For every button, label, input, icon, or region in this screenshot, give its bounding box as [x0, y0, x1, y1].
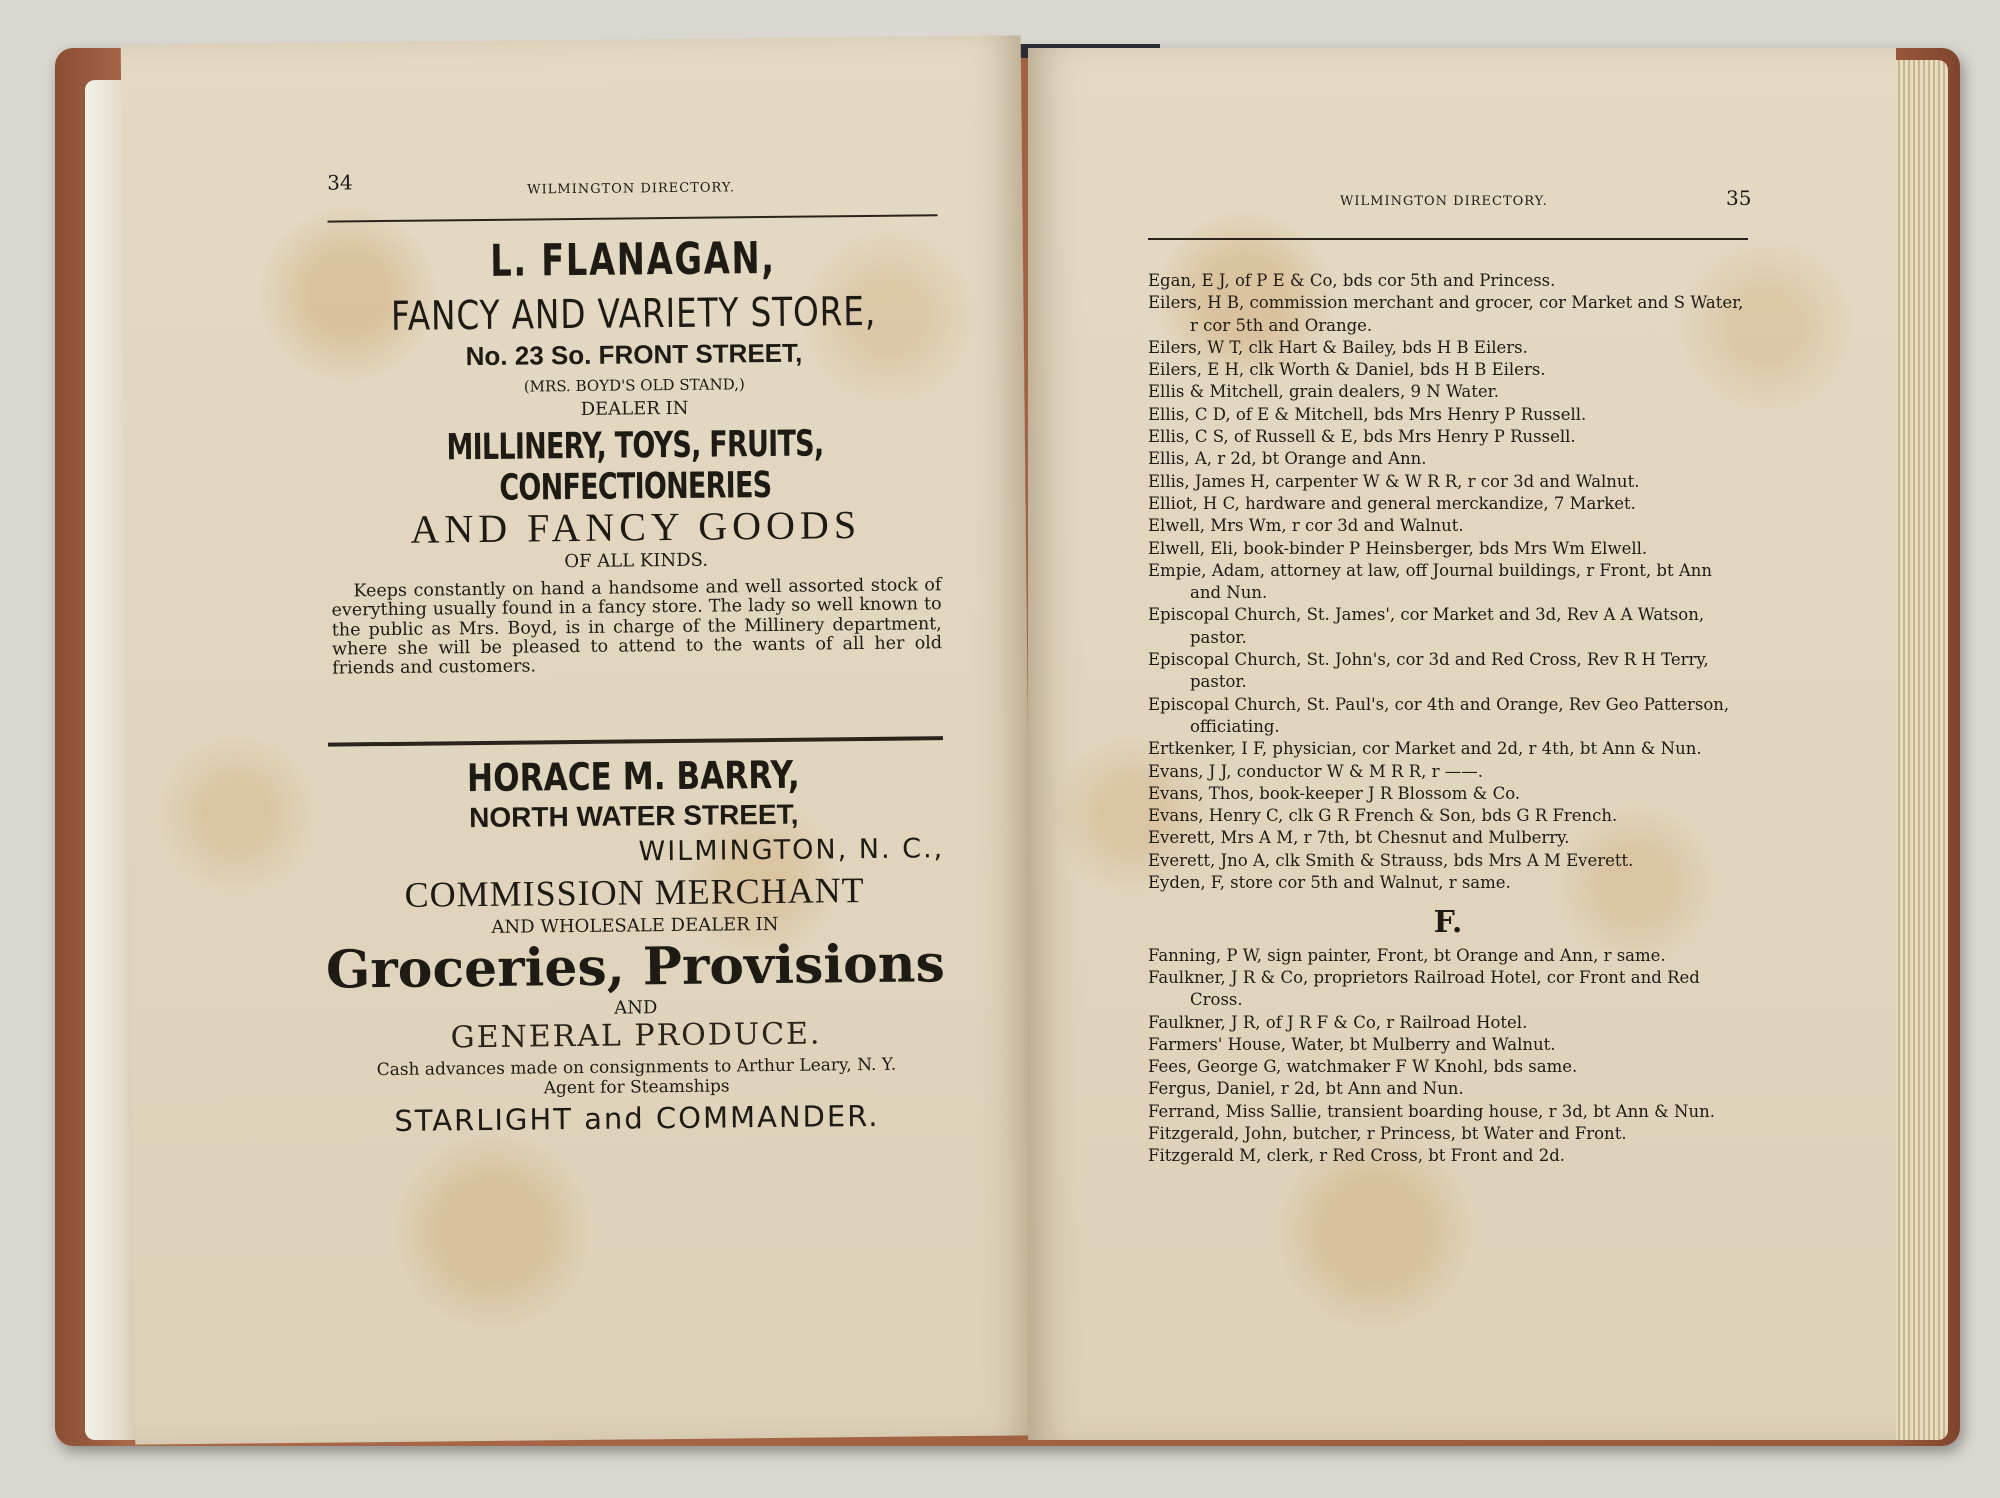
ad-flanagan-address: No. 23 So. FRONT STREET,: [465, 337, 803, 372]
list-item: Everett, Jno A, clk Smith & Strauss, bds Mrs A M Everett.: [1148, 850, 1634, 870]
list-item: Farmers' House, Water, bt Mulberry and Walnut.: [1148, 1034, 1556, 1054]
list-item: Ellis, C D, of E & Mitchell, bds Mrs Henry P Russell.: [1148, 404, 1587, 424]
ad-barry-steamships: STARLIGHT and COMMANDER.: [394, 1098, 880, 1138]
entries-e: [1148, 270, 1748, 894]
list-item: Evans, Thos, book-keeper J R Blossom & Co.: [1148, 783, 1521, 803]
list-item: Eyden, F, store cor 5th and Walnut, r same.: [1148, 873, 1511, 893]
entries-f: [1148, 945, 1748, 1168]
section-heading-f: F.: [1433, 905, 1463, 941]
ad-barry-groceries: Groceries, Provisions: [325, 933, 946, 1001]
ad-flanagan-old-stand: (MRS. BOYD'S OLD STAND,): [523, 375, 745, 396]
right-page: [1028, 48, 1896, 1440]
list-item: Fanning, P W, sign painter, Front, bt Orange and Ann, r same.: [1148, 945, 1666, 965]
page-edges-right: [1890, 60, 1948, 1440]
list-item: Fitzgerald, John, butcher, r Princess, bt Water and Front.: [1148, 1123, 1627, 1143]
ad-barry-street: NORTH WATER STREET,: [469, 798, 799, 834]
list-item: Everett, Mrs A M, r 7th, bt Chesnut and Mulberry.: [1148, 828, 1570, 848]
list-item: Eilers, H B, commission merchant and grocer, cor Market and S Water, r cor 5th and Orange.: [1148, 293, 1744, 335]
list-item: Episcopal Church, St. John's, cor 3d and Red Cross, Rev R H Terry, pastor.: [1148, 650, 1709, 692]
ad-barry: [323, 751, 947, 1138]
ad-barry-cash: Cash advances made on consignments to Arthur Leary, N. Y.: [376, 1054, 897, 1081]
list-item: Elwell, Eli, book-binder P Heinsberger, bds Mrs Wm Elwell.: [1148, 538, 1648, 558]
list-item: Elwell, Mrs Wm, r cor 3d and Walnut.: [1148, 516, 1464, 536]
list-item: Faulkner, J R & Co, proprietors Railroad Hotel, cor Front and Red Cross.: [1148, 967, 1700, 1010]
ad-flanagan-store: FANCY AND VARIETY STORE,: [390, 288, 877, 340]
directory-entries: [1148, 270, 1748, 1168]
list-item: Ferrand, Miss Sallie, transient boarding house, r 3d, bt Ann & Nun.: [1148, 1101, 1715, 1121]
ad-barry-commission: COMMISSION MERCHANT: [404, 870, 865, 915]
list-item: Evans, J J, conductor W & M R R, r ——.: [1148, 761, 1483, 781]
header-rule: [328, 214, 938, 222]
ad-divider-rule: [328, 736, 943, 746]
list-item: Faulkner, J R, of J R F & Co, r Railroad Hotel.: [1148, 1012, 1528, 1032]
ad-flanagan-goods: MILLINERY, TOYS, FRUITS, CONFECTIONERIES: [446, 423, 824, 509]
page-number: 34: [327, 170, 353, 195]
page-number: 35: [1726, 186, 1752, 210]
ad-barry-produce: GENERAL PRODUCE.: [450, 1016, 822, 1056]
running-head: WILMINGTON DIRECTORY.: [527, 180, 736, 198]
ad-barry-wholesale: AND WHOLESALE DEALER IN: [491, 913, 779, 938]
list-item: Eilers, E H, clk Worth & Daniel, bds H B Eilers.: [1148, 360, 1546, 380]
ad-flanagan-name: L. FLANAGAN,: [489, 232, 777, 287]
ad-flanagan-dealer: DEALER IN: [580, 397, 689, 420]
list-item: Elliot, H C, hardware and general merckandize, 7 Market.: [1148, 493, 1636, 513]
list-item: Empie, Adam, attorney at law, off Journal buildings, r Front, bt Ann and Nun.: [1148, 560, 1713, 603]
ad-flanagan-description: Keeps constantly on hand a handsome and well assorted stock of everything usually found in a fancy store. The lady so well known to the public as Mrs. Boyd, is in charge of the Millinery department, where she will be pleased to attend to the wants of all her old friends and customers.: [331, 575, 943, 679]
list-item: Egan, E J, of P E & Co, bds cor 5th and Princess.: [1148, 271, 1556, 290]
ad-barry-city: WILMINGTON, N. C.,: [638, 833, 945, 868]
list-item: Fergus, Daniel, r 2d, bt Ann and Nun.: [1148, 1079, 1464, 1099]
ad-barry-name: HORACE M. BARRY,: [466, 752, 800, 801]
list-item: Fees, George G, watchmaker F W Knohl, bds same.: [1148, 1057, 1578, 1077]
list-item: Evans, Henry C, clk G R French & Son, bds G R French.: [1148, 806, 1618, 826]
ad-flanagan: [328, 231, 943, 679]
list-item: Episcopal Church, St. James', cor Market and 3d, Rev A A Watson, pastor.: [1148, 605, 1705, 647]
ad-flanagan-fancy-goods: AND FANCY GOODS: [410, 502, 862, 552]
left-page: [121, 35, 1036, 1444]
list-item: Episcopal Church, St. Paul's, cor 4th and Orange, Rev Geo Patterson, officiating.: [1148, 694, 1730, 736]
list-item: Ellis, C S, of Russell & E, bds Mrs Henry P Russell.: [1148, 427, 1576, 447]
list-item: Eilers, W T, clk Hart & Bailey, bds H B Eilers.: [1148, 337, 1528, 357]
header-rule: [1148, 238, 1748, 240]
ad-barry-and: AND: [614, 997, 658, 1019]
list-item: Ellis & Mitchell, grain dealers, 9 N Water.: [1148, 382, 1499, 402]
list-item: Ellis, A, r 2d, bt Orange and Ann.: [1148, 449, 1427, 469]
ad-barry-agent: Agent for Steamships: [543, 1076, 730, 1099]
running-head: WILMINGTON DIRECTORY.: [1340, 194, 1548, 209]
list-item: Ellis, James H, carpenter W & W R R, r cor 3d and Walnut.: [1148, 471, 1640, 491]
list-item: Ertkenker, I F, physician, cor Market and 2d, r 4th, bt Ann & Nun.: [1148, 739, 1702, 759]
ad-flanagan-kinds: OF ALL KINDS.: [564, 549, 709, 573]
list-item: Fitzgerald M, clerk, r Red Cross, bt Front and 2d.: [1148, 1146, 1566, 1166]
